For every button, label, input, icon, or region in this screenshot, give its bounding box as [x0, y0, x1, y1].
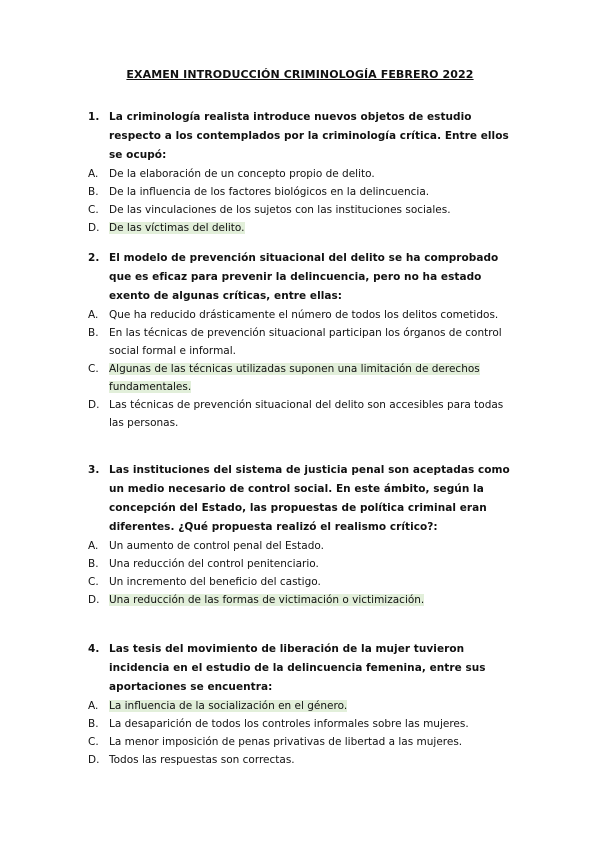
- answer-option-b: [88, 324, 518, 360]
- answer-option-d-correct: [88, 219, 518, 237]
- option-letter: C.: [88, 204, 99, 216]
- option-text: La menor imposición de penas privativas de libertad a las mujeres.: [109, 736, 463, 748]
- question-4: [88, 640, 518, 769]
- option-letter: A.: [88, 168, 99, 180]
- answer-option-c: [88, 573, 518, 591]
- option-letter: D.: [88, 222, 100, 234]
- option-letter: C.: [88, 363, 99, 375]
- option-letter: B.: [88, 718, 99, 730]
- answer-options: [88, 537, 518, 609]
- option-letter: A.: [88, 540, 99, 552]
- option-text: Un incremento del beneficio del castigo.: [109, 576, 321, 588]
- answer-option-b: [88, 183, 518, 201]
- option-text-highlighted: La influencia de la socialización en el género.: [109, 700, 348, 712]
- answer-options: [88, 306, 518, 432]
- option-letter: A.: [88, 700, 99, 712]
- option-text: Que ha reducido drásticamente el número de todos los delitos cometidos.: [109, 309, 499, 321]
- question-number: 4.: [88, 643, 100, 655]
- question-text: Las instituciones del sistema de justicia penal son aceptadas como un medio necesario de control social. En este ámbito, según la concepción del Estado, las propuestas de política criminal eran diferentes. ¿Qué propuesta realizó el realismo crítico?:: [109, 464, 510, 533]
- option-text: De la elaboración de un concepto propio de delito.: [109, 168, 375, 180]
- question-stem: [88, 108, 518, 165]
- option-letter: B.: [88, 186, 99, 198]
- option-text-highlighted: De las víctimas del delito.: [109, 222, 245, 234]
- option-letter: C.: [88, 576, 99, 588]
- answer-option-d: [88, 396, 518, 432]
- answer-option-c-correct: [88, 360, 518, 396]
- question-1: [88, 108, 518, 237]
- option-letter: D.: [88, 594, 100, 606]
- answer-option-d: [88, 751, 518, 769]
- question-text: La criminología realista introduce nuevos objetos de estudio respecto a los contemplados por la criminología crítica. Entre ellos se ocupó:: [109, 111, 509, 161]
- option-letter: B.: [88, 558, 99, 570]
- question-3: [88, 461, 518, 609]
- option-text: Todos las respuestas son correctas.: [109, 754, 295, 766]
- question-2: [88, 249, 518, 432]
- question-stem: [88, 640, 518, 697]
- question-text: Las tesis del movimiento de liberación de la mujer tuvieron incidencia en el estudio de la delincuencia femenina, entre sus aportaciones se encuentra:: [109, 643, 486, 693]
- option-text: Una reducción del control penitenciario.: [109, 558, 319, 570]
- option-text-highlighted: Algunas de las técnicas utilizadas suponen una limitación de derechos fundamentales.: [109, 363, 480, 393]
- exam-title: EXAMEN INTRODUCCIÓN CRIMINOLOGÍA FEBRERO 2022: [126, 68, 474, 81]
- answer-option-c: [88, 733, 518, 751]
- option-text: Un aumento de control penal del Estado.: [109, 540, 324, 552]
- question-text: El modelo de prevención situacional del delito se ha comprobado que es eficaz para prevenir la delincuencia, pero no ha estado exento de algunas críticas, entre ellas:: [109, 252, 499, 302]
- answer-option-a: [88, 537, 518, 555]
- answer-option-a: [88, 306, 518, 324]
- answer-option-a: [88, 165, 518, 183]
- question-stem: [88, 249, 518, 306]
- option-text: La desaparición de todos los controles informales sobre las mujeres.: [109, 718, 469, 730]
- answer-options: [88, 165, 518, 237]
- answer-option-b: [88, 555, 518, 573]
- option-text: De las vinculaciones de los sujetos con las instituciones sociales.: [109, 204, 451, 216]
- option-text: En las técnicas de prevención situacional participan los órganos de control social formal e informal.: [109, 327, 502, 357]
- answer-option-d-correct: [88, 591, 518, 609]
- answer-option-c: [88, 201, 518, 219]
- answer-option-a-correct: [88, 697, 518, 715]
- question-stem: [88, 461, 518, 537]
- option-letter: D.: [88, 399, 100, 411]
- option-letter: D.: [88, 754, 100, 766]
- option-letter: B.: [88, 327, 99, 339]
- option-text: De la influencia de los factores biológicos en la delincuencia.: [109, 186, 430, 198]
- question-number: 1.: [88, 111, 100, 123]
- answer-option-b: [88, 715, 518, 733]
- question-number: 3.: [88, 464, 100, 476]
- option-letter: A.: [88, 309, 99, 321]
- option-text-highlighted: Una reducción de las formas de victimación o victimización.: [109, 594, 425, 606]
- option-letter: C.: [88, 736, 99, 748]
- question-number: 2.: [88, 252, 100, 264]
- option-text: Las técnicas de prevención situacional del delito son accesibles para todas las personas.: [109, 399, 504, 429]
- answer-options: [88, 697, 518, 769]
